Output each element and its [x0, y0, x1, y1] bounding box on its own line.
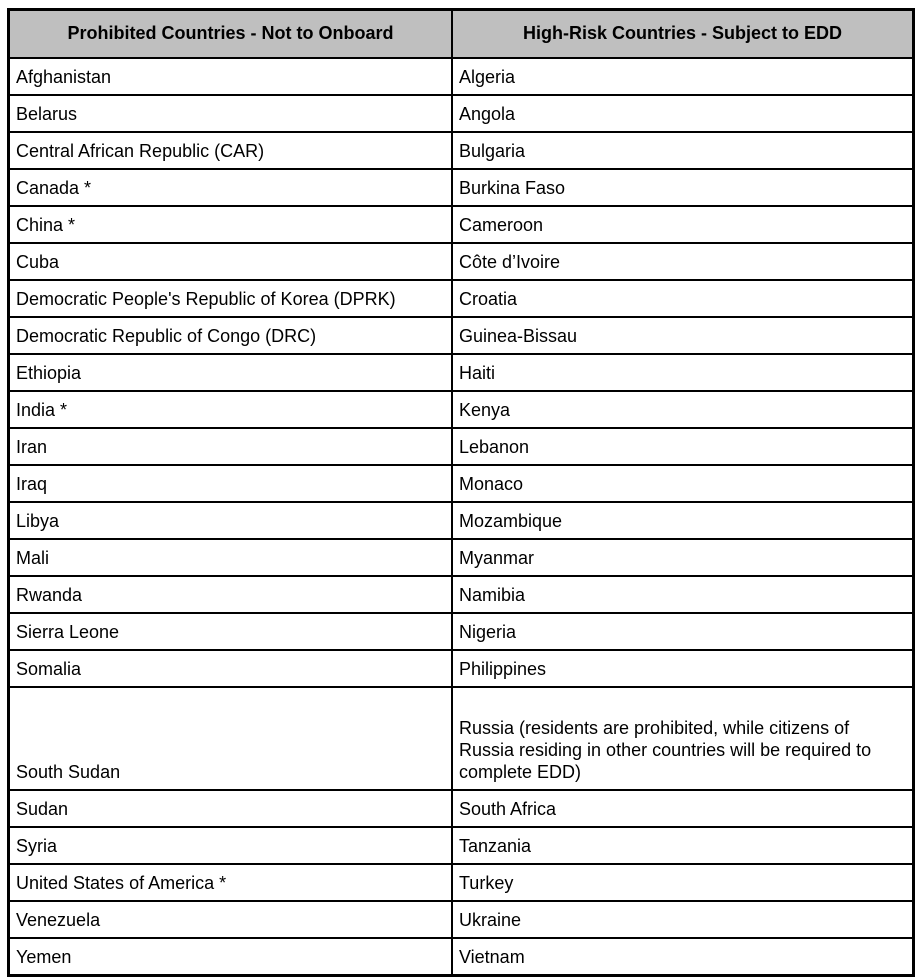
table-row — [9, 58, 914, 95]
high-risk-country-cell: Lebanon — [452, 428, 914, 465]
prohibited-country-cell: Iran — [9, 428, 452, 465]
high-risk-country-cell: Algeria — [452, 58, 914, 95]
prohibited-country-cell: Libya — [9, 502, 452, 539]
high-risk-country-cell: Turkey — [452, 864, 914, 901]
prohibited-country-cell: Yemen — [9, 938, 452, 976]
high-risk-country-cell: Guinea-Bissau — [452, 317, 914, 354]
table-row — [9, 132, 914, 169]
prohibited-country-cell: Iraq — [9, 465, 452, 502]
high-risk-country-cell: Myanmar — [452, 539, 914, 576]
table-row — [9, 169, 914, 206]
high-risk-country-cell: Philippines — [452, 650, 914, 687]
prohibited-country-cell: Rwanda — [9, 576, 452, 613]
prohibited-country-cell: Cuba — [9, 243, 452, 280]
table-row — [9, 95, 914, 132]
prohibited-countries-header: Prohibited Countries - Not to Onboard — [9, 10, 452, 59]
table-row — [9, 864, 914, 901]
table-row — [9, 938, 914, 976]
table-row — [9, 901, 914, 938]
prohibited-country-cell: Democratic Republic of Congo (DRC) — [9, 317, 452, 354]
prohibited-country-cell: South Sudan — [9, 687, 452, 790]
prohibited-country-cell: Venezuela — [9, 901, 452, 938]
table-row — [9, 502, 914, 539]
table-body — [9, 58, 914, 976]
table-row — [9, 206, 914, 243]
prohibited-country-cell: Democratic People's Republic of Korea (DPRK) — [9, 280, 452, 317]
high-risk-country-cell: Burkina Faso — [452, 169, 914, 206]
table-row — [9, 428, 914, 465]
prohibited-country-cell: Afghanistan — [9, 58, 452, 95]
table-row — [9, 827, 914, 864]
prohibited-country-cell: Mali — [9, 539, 452, 576]
prohibited-country-cell: Syria — [9, 827, 452, 864]
high-risk-country-cell: Tanzania — [452, 827, 914, 864]
high-risk-country-cell: Cameroon — [452, 206, 914, 243]
table-row — [9, 317, 914, 354]
high-risk-country-cell: Bulgaria — [452, 132, 914, 169]
table-row — [9, 243, 914, 280]
table-row — [9, 354, 914, 391]
high-risk-country-cell: Nigeria — [452, 613, 914, 650]
table-row — [9, 650, 914, 687]
table-row-tall — [9, 687, 914, 790]
high-risk-country-cell: Angola — [452, 95, 914, 132]
table-row — [9, 391, 914, 428]
table-row — [9, 465, 914, 502]
prohibited-country-cell: Canada * — [9, 169, 452, 206]
prohibited-country-cell: Central African Republic (CAR) — [9, 132, 452, 169]
high-risk-countries-header: High-Risk Countries - Subject to EDD — [452, 10, 914, 59]
prohibited-country-cell: India * — [9, 391, 452, 428]
table-row — [9, 790, 914, 827]
high-risk-country-cell: Mozambique — [452, 502, 914, 539]
high-risk-country-cell: Kenya — [452, 391, 914, 428]
table-row — [9, 539, 914, 576]
prohibited-country-cell: Sierra Leone — [9, 613, 452, 650]
high-risk-country-cell: Vietnam — [452, 938, 914, 976]
table-row — [9, 576, 914, 613]
high-risk-country-cell: Monaco — [452, 465, 914, 502]
prohibited-country-cell: Sudan — [9, 790, 452, 827]
table-row — [9, 280, 914, 317]
high-risk-country-cell: Russia (residents are prohibited, while citizens of Russia residing in other countries will be required to complete EDD) — [452, 687, 914, 790]
country-risk-table — [7, 8, 915, 977]
table-header-row — [9, 10, 914, 59]
prohibited-country-cell: Belarus — [9, 95, 452, 132]
high-risk-country-cell: Haiti — [452, 354, 914, 391]
high-risk-country-cell: Croatia — [452, 280, 914, 317]
prohibited-country-cell: United States of America * — [9, 864, 452, 901]
high-risk-country-cell: Ukraine — [452, 901, 914, 938]
high-risk-country-cell: South Africa — [452, 790, 914, 827]
prohibited-country-cell: China * — [9, 206, 452, 243]
prohibited-country-cell: Somalia — [9, 650, 452, 687]
high-risk-country-cell: Côte d’Ivoire — [452, 243, 914, 280]
table-row — [9, 613, 914, 650]
high-risk-country-cell: Namibia — [452, 576, 914, 613]
prohibited-country-cell: Ethiopia — [9, 354, 452, 391]
